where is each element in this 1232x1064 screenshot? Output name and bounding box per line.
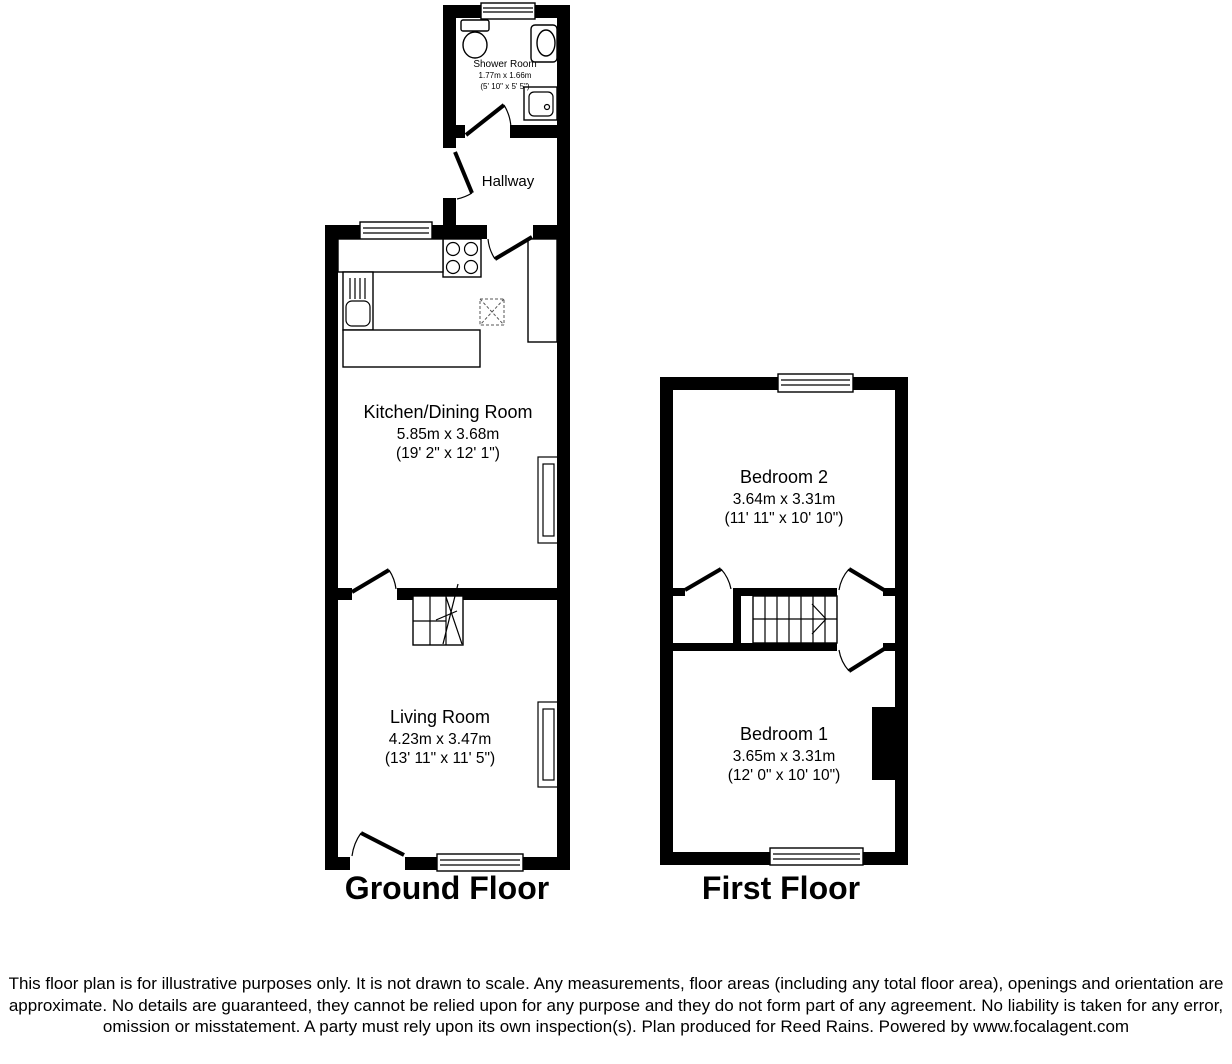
first-floor-title: First Floor [701,870,861,906]
wall [432,225,487,239]
window [770,848,863,865]
hallway-label: Hallway [481,173,535,190]
bedroom2-dims-ft: (11' 11" x 10' 10") [724,510,844,527]
wall [557,5,570,870]
bedroom1-label: Bedroom 1 [739,724,829,744]
wall [883,643,895,651]
radiator-icon [538,702,558,787]
wall [733,588,741,651]
kitchen-label: Kitchen/Dining Room [363,402,533,422]
wall [883,588,895,596]
door-swing [685,569,731,590]
bedroom2-label: Bedroom 2 [739,467,829,487]
shower-room-dims-m: 1.77m x 1.66m [478,71,532,80]
window [778,374,853,392]
door-swing [488,237,532,259]
bedroom2-dims-m: 3.64m x 3.31m [732,491,836,508]
door-swing [352,570,396,592]
chimney-breast [872,707,895,780]
wall [660,377,673,865]
wall [325,857,350,870]
window [360,222,432,240]
living-room-label: Living Room [389,707,491,727]
wall [405,857,437,870]
wall [733,588,837,596]
living-room-dims-ft: (13' 11" x 11' 5") [384,750,496,767]
ground-floor-title: Ground Floor [344,870,550,906]
wall [443,5,456,148]
door-swing [839,649,884,671]
wall [510,125,557,138]
shower-room-dims-ft: (5' 10" x 5' 5") [480,82,530,91]
front-door-swing [352,833,404,856]
wall [533,225,557,239]
kitchen-sink-icon [343,272,373,330]
window [481,3,535,19]
wall [338,588,352,600]
kitchen-unit [528,239,557,342]
door-swing [839,569,884,590]
toilet-icon [461,20,489,58]
sink-icon [531,25,557,62]
wall [895,377,908,865]
living-room-dims-m: 4.23m x 3.47m [388,731,492,748]
first-floor-plan [660,374,908,906]
shower-icon [524,87,557,120]
kitchen-dims-m: 5.85m x 3.68m [396,426,500,443]
wall [523,857,557,870]
kitchen-counter [343,330,480,367]
kitchen-counter [338,239,443,272]
shower-room-label: Shower Room [473,59,537,70]
stairs-icon [753,596,837,643]
door-swing [455,152,472,199]
wall [673,588,685,596]
wall [456,125,465,138]
bedroom1-dims-m: 3.65m x 3.31m [732,748,836,765]
kitchen-dims-ft: (19' 2" x 12' 1") [396,445,500,462]
door-swing [466,105,511,135]
ground-floor-plan [325,3,570,906]
wall [673,643,837,651]
hob-icon [443,239,481,277]
wall [325,225,338,870]
appliance-space [480,299,504,325]
radiator-icon [538,457,558,543]
disclaimer-text: This floor plan is for illustrative purposes only. It is not drawn to scale. Any measurements, floor areas (including any total floor area), openings and orientation are approximate. No details are guaranteed, they cannot be relied upon for any purpose and they do not form part of any agreement. No liability is taken for any error, omission or misstatement. A party must rely upon its own inspection(s). Plan produced for Reed Rains. Powered by www.focalagent.com [8,974,1224,1036]
window [437,854,523,871]
bedroom1-dims-ft: (12' 0" x 10' 10") [727,767,841,784]
